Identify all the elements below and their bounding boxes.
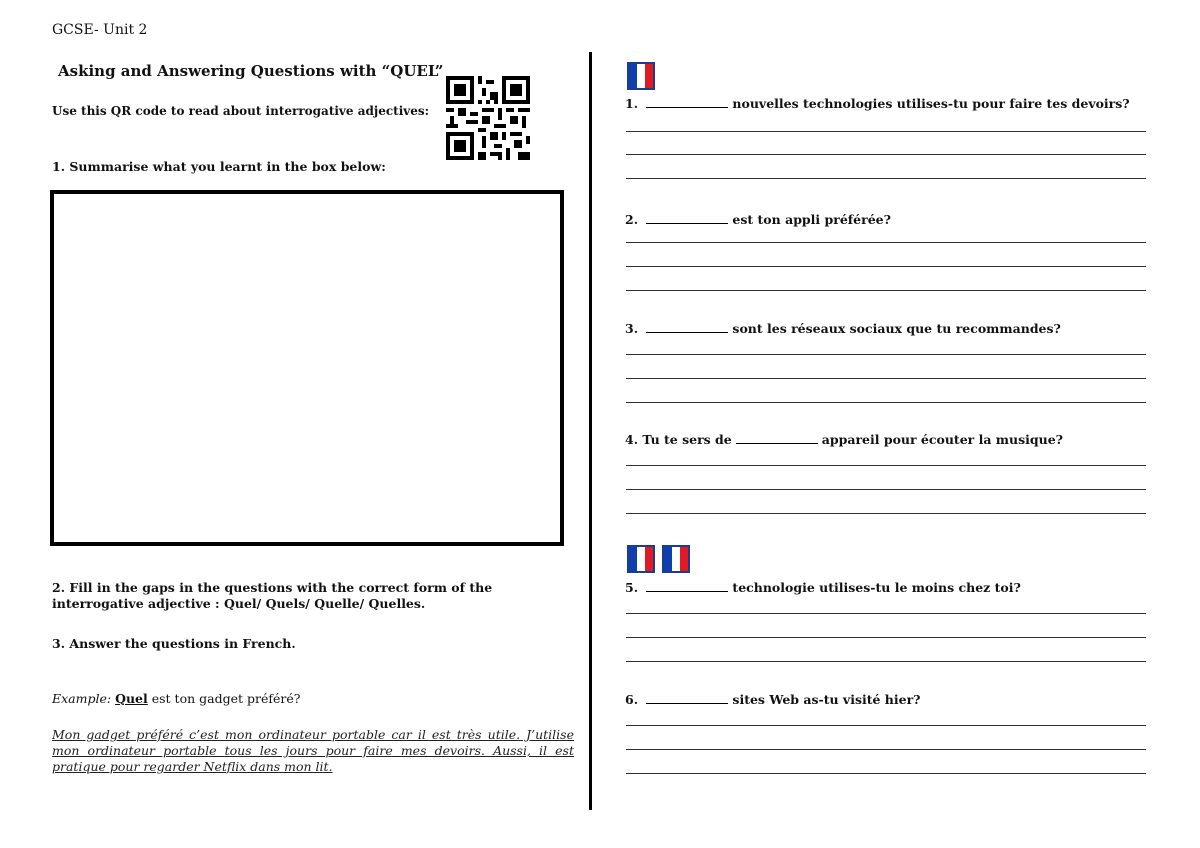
question-text: technologie utilises-tu le moins chez toi? — [732, 580, 1021, 595]
question-text: appareil pour écouter la musique? — [821, 432, 1063, 447]
answer-gap[interactable] — [646, 322, 728, 333]
example-answer: Mon gadget préféré c’est mon ordinateur portable car il est très utile. J’utilise mon ordinateur portable tous les jours pour faire mes devoirs. Aussi, il est pratique pour regarder Netflix dans mon lit. — [52, 727, 574, 774]
answer-line[interactable] — [626, 465, 1146, 466]
task-3-answer: 3. Answer the questions in French. — [52, 636, 296, 651]
answer-line[interactable] — [626, 773, 1146, 774]
question-5 — [625, 580, 1021, 595]
task-1-summarise: 1. Summarise what you learnt in the box below: — [52, 159, 386, 174]
answer-gap[interactable] — [646, 581, 728, 592]
question-number: 3. — [625, 321, 639, 336]
french-flag-icon — [662, 545, 690, 573]
column-divider — [589, 52, 592, 810]
answer-line[interactable] — [626, 725, 1146, 726]
answer-line[interactable] — [626, 489, 1146, 490]
answer-line[interactable] — [626, 131, 1146, 132]
answer-line[interactable] — [626, 378, 1146, 379]
answer-line[interactable] — [626, 154, 1146, 155]
qr-instruction: Use this QR code to read about interrogative adjectives: — [52, 104, 430, 118]
answer-line[interactable] — [626, 637, 1146, 638]
french-flag-icon — [627, 545, 655, 573]
question-4 — [625, 432, 1063, 447]
task-2-fill-gaps: 2. Fill in the gaps in the questions with the correct form of the interrogative adjective : Quel/ Quels/ Quelle/ Quelles. — [52, 580, 493, 611]
qr-code-icon[interactable] — [446, 76, 530, 160]
course-header: GCSE- Unit 2 — [52, 22, 148, 38]
example-question — [52, 691, 300, 706]
answer-line[interactable] — [626, 290, 1146, 291]
answer-line[interactable] — [626, 178, 1146, 179]
question-3 — [625, 321, 1061, 336]
answer-line[interactable] — [626, 661, 1146, 662]
summary-box[interactable] — [50, 190, 564, 546]
worksheet-title: Asking and Answering Questions with “QUEL” — [58, 62, 444, 80]
question-number: 5. — [625, 580, 639, 595]
question-prefix: Tu te sers de — [642, 432, 732, 447]
answer-gap[interactable] — [646, 97, 728, 108]
example-word: Quel — [115, 691, 148, 706]
example-label: Example: — [52, 691, 112, 706]
example-rest: est ton gadget préféré? — [151, 691, 301, 706]
answer-line[interactable] — [626, 513, 1146, 514]
answer-gap[interactable] — [646, 213, 728, 224]
answer-line[interactable] — [626, 266, 1146, 267]
question-number: 1. — [625, 96, 639, 111]
answer-line[interactable] — [626, 613, 1146, 614]
answer-line[interactable] — [626, 749, 1146, 750]
french-flag-icon — [627, 62, 655, 90]
question-2 — [625, 212, 891, 227]
question-number: 4. — [625, 432, 639, 447]
question-text: sont les réseaux sociaux que tu recommandes? — [732, 321, 1061, 336]
answer-gap[interactable] — [646, 693, 728, 704]
question-6 — [625, 692, 921, 707]
question-number: 2. — [625, 212, 639, 227]
question-text: est ton appli préférée? — [732, 212, 891, 227]
answer-gap[interactable] — [736, 433, 818, 444]
question-1 — [625, 96, 1130, 111]
question-number: 6. — [625, 692, 639, 707]
question-text: nouvelles technologies utilises-tu pour faire tes devoirs? — [732, 96, 1130, 111]
question-text: sites Web as-tu visité hier? — [732, 692, 921, 707]
answer-line[interactable] — [626, 354, 1146, 355]
answer-line[interactable] — [626, 402, 1146, 403]
answer-line[interactable] — [626, 242, 1146, 243]
